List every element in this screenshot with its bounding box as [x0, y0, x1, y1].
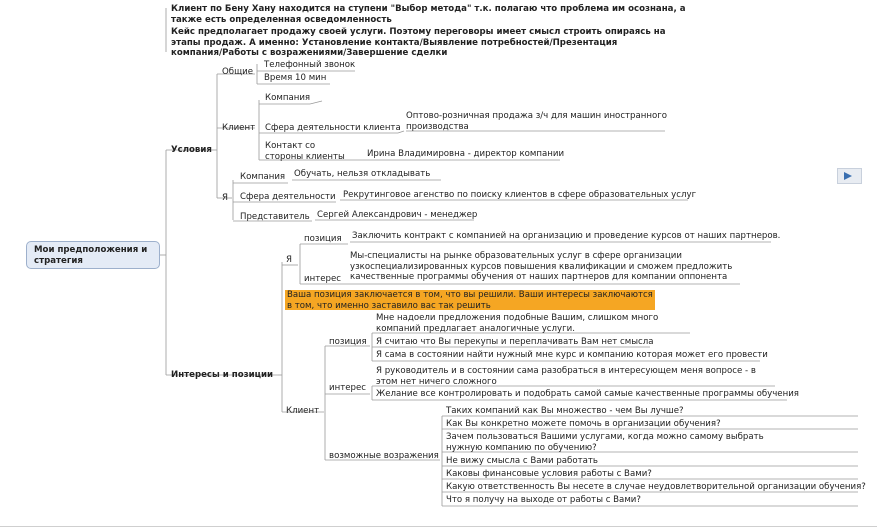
topic-me[interactable]: Я: [222, 193, 228, 203]
topic-client[interactable]: Клиент: [222, 123, 256, 133]
me-rep-value: Сергей Александрович - менеджер: [317, 210, 478, 220]
client-field-value: Оптово-розничная продажа з/ч для машин иностранного производства: [406, 111, 668, 132]
topic-general[interactable]: Общие: [222, 67, 254, 77]
client-contact-value: Ирина Владимировна - директор компании: [367, 149, 565, 159]
topic-interests-me[interactable]: Я: [286, 255, 292, 265]
client-position: позиция: [329, 337, 367, 347]
objection-item: Какую ответственность Вы несете в случае неудовлетворительной организации обучения?: [446, 482, 866, 492]
me-interest-value: Мы-специалисты на рынке образовательных услуг в сфере организации узкоспециализированных курсов повышения квалификации и сможем предложить качественные программы обучения от наших партнеров для компании оппонента: [350, 251, 733, 282]
client-interest-item: Я руководитель и в состоянии сама разобраться в интересующем меня вопросе - в этом нет ничего сложного: [376, 366, 756, 387]
objection-item: Как Вы конкретно можете помочь в организации обучения?: [446, 419, 721, 429]
objection-item: Зачем пользоваться Вашими услугами, когда можно самому выбрать нужную компанию по обучению?: [446, 432, 764, 453]
root-topic[interactable]: Мои предположения и стратегия: [26, 241, 160, 269]
client-position-item: Мне надоели предложения подобные Вашим, слишком много компаний предлагает аналогичные услуги.: [376, 313, 659, 334]
client-field: Сфера деятельности клиента: [265, 123, 401, 133]
general-item: Телефонный звонок: [264, 60, 356, 70]
note-sales-stages: Кейс предполагает продажу своей услуги. Поэтому переговоры имеет смысл строить опираясь на этапы продаж. А именно: Установление контакта/Выявление потребностей/Презентация компания/Работы с возражениями/Завершение сделки: [171, 27, 666, 58]
topic-interests[interactable]: Интересы и позиции: [171, 370, 274, 380]
note-stage: Клиент по Бену Хану находится на ступени "Выбор метода" т.к. полагаю что проблема им осознана, а также есть определенная осведомленность: [171, 4, 686, 25]
play-icon[interactable]: [837, 168, 862, 184]
me-company-value: Обучать, нельзя откладывать: [294, 169, 431, 179]
client-interest: интерес: [329, 383, 366, 393]
client-position-item: Я считаю что Вы перекупы и переплачивать Вам нет смысла: [376, 337, 654, 347]
topic-conditions[interactable]: Условия: [171, 145, 212, 155]
general-item: Время 10 мин: [264, 73, 327, 83]
me-field: Сфера деятельности: [240, 192, 336, 202]
client-company: Компания: [265, 93, 311, 103]
me-field-value: Рекрутинговое агенство по поиску клиентов в сфере образовательных услуг: [343, 190, 697, 200]
objection-item: Каковы финансовые условия работы с Вами?: [446, 469, 652, 479]
me-interest: интерес: [304, 274, 341, 284]
objection-item: Таких компаний как Вы множество - чем Вы лучше?: [446, 406, 684, 416]
client-objections: возможные возражения: [329, 451, 439, 461]
me-position-value: Заключить контракт с компанией на организацию и проведение курсов от наших партнеров.: [352, 231, 781, 241]
connector-line: [310, 101, 322, 104]
me-rep: Представитель: [240, 212, 310, 222]
client-interest-item: Желание все контролировать и подобрать самой самые качественные программы обучения: [376, 389, 799, 399]
objection-item: Не вижу смысла с Вами работать: [446, 456, 598, 466]
me-position: позиция: [304, 234, 342, 244]
objection-item: Что я получу на выходе от работы с Вами?: [446, 495, 641, 505]
highlight-note: Ваша позиция заключается в том, что вы решили. Ваши интересы заключаются в том, что именно заставило вас так решить: [287, 290, 653, 311]
client-position-item: Я сама в состоянии найти нужный мне курс и компанию которая может его провести: [376, 350, 768, 360]
me-company: Компания: [240, 172, 286, 182]
client-contact: Контакт со стороны клиенты: [265, 141, 345, 162]
bottom-divider: [0, 526, 877, 527]
topic-interests-client[interactable]: Клиент: [286, 406, 320, 416]
